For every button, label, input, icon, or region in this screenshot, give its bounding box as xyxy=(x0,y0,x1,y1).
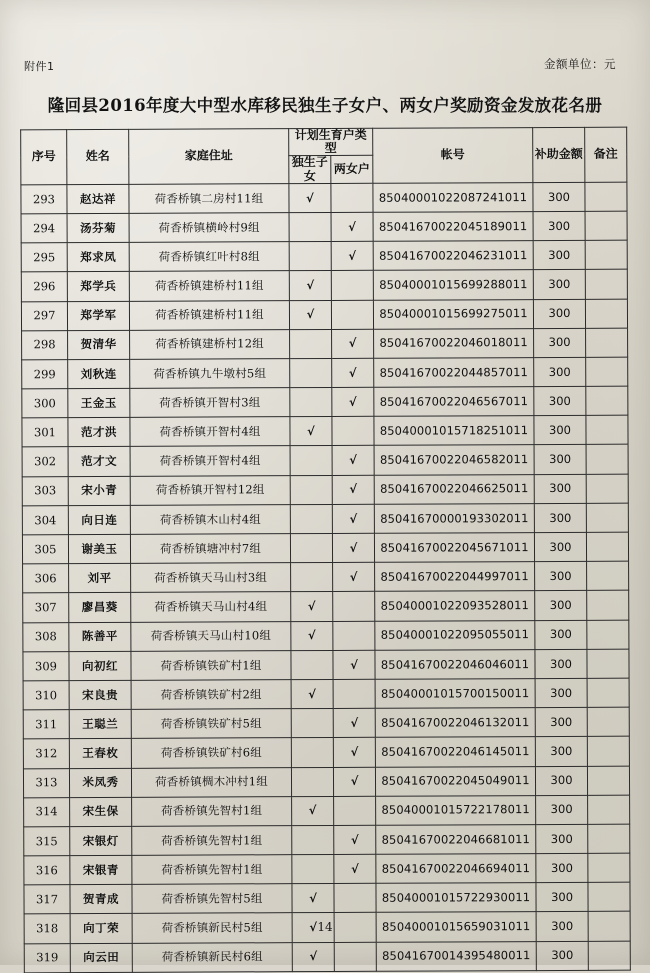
cell-name: 宋银青 xyxy=(70,855,132,884)
cell-note xyxy=(587,707,629,736)
cell-only-child: √ xyxy=(292,942,334,971)
cell-only-child xyxy=(289,242,331,271)
cell-only-child xyxy=(290,329,332,358)
cell-note xyxy=(585,182,627,211)
cell-note xyxy=(585,269,627,298)
cell-seq: 315 xyxy=(24,826,70,855)
cell-note xyxy=(587,736,629,765)
table-body xyxy=(21,182,630,973)
cell-note xyxy=(587,561,629,590)
cell-address: 荷香桥镇红叶村8组 xyxy=(129,242,289,272)
cell-name: 王春枚 xyxy=(69,739,131,768)
cell-amount: 300 xyxy=(533,240,585,269)
cell-two-girls: √ xyxy=(333,738,375,767)
cell-name: 汤芬菊 xyxy=(67,213,129,242)
table-row xyxy=(24,824,630,856)
cell-two-girls xyxy=(332,417,374,446)
cell-note xyxy=(587,678,629,707)
cell-account: 85040001015722178011 xyxy=(376,795,536,825)
cell-seq: 295 xyxy=(21,243,67,272)
cell-account: 85041670022044857011 xyxy=(374,357,534,387)
cell-amount: 300 xyxy=(533,182,585,211)
cell-amount: 300 xyxy=(534,503,586,532)
cell-account: 85041670022046132011 xyxy=(375,708,535,738)
cell-amount: 300 xyxy=(535,737,587,766)
cell-two-girls: √ xyxy=(333,767,375,796)
cell-amount: 300 xyxy=(535,678,587,707)
roster-table xyxy=(20,127,631,973)
page-number: 14 xyxy=(317,920,333,934)
cell-address: 荷香桥镇建桥村11组 xyxy=(129,300,289,330)
cell-only-child xyxy=(291,767,333,796)
cell-two-girls: √ xyxy=(332,475,374,504)
cell-address: 荷香桥镇先智村1组 xyxy=(132,855,292,885)
cell-two-girls xyxy=(333,592,375,621)
cell-address: 荷香桥镇先智村1组 xyxy=(132,826,292,856)
cell-note xyxy=(588,795,630,824)
cell-note xyxy=(586,474,628,503)
cell-note xyxy=(588,882,630,911)
cell-only-child: √ xyxy=(291,679,333,708)
table-row xyxy=(21,240,627,272)
cell-note xyxy=(586,328,628,357)
cell-note xyxy=(586,357,628,386)
cell-amount: 300 xyxy=(534,328,586,357)
table-row xyxy=(21,269,627,301)
cell-address: 荷香桥镇椆木冲村1组 xyxy=(131,767,291,797)
cell-address: 荷香桥镇开智村3组 xyxy=(130,388,290,418)
cell-name: 刘秋连 xyxy=(68,359,130,388)
cell-address: 荷香桥镇新民村6组 xyxy=(132,942,292,972)
cell-name: 向云田 xyxy=(70,943,132,972)
cell-only-child: √ xyxy=(289,300,331,329)
cell-seq: 317 xyxy=(24,885,70,914)
cell-two-girls: √ xyxy=(334,854,376,883)
cell-name: 向初红 xyxy=(69,651,131,680)
cell-seq: 306 xyxy=(23,564,69,593)
cell-address: 荷香桥镇天马山村10组 xyxy=(131,621,291,651)
table-row xyxy=(22,357,628,389)
cell-amount: 300 xyxy=(533,211,585,240)
cell-amount: 300 xyxy=(535,766,587,795)
cell-seq: 298 xyxy=(22,330,68,359)
cell-account: 85041670022044997011 xyxy=(375,562,535,592)
cell-two-girls xyxy=(331,271,373,300)
cell-note xyxy=(586,386,628,415)
cell-address: 荷香桥镇先智村5组 xyxy=(132,884,292,914)
cell-name: 范才文 xyxy=(68,447,130,476)
cell-account: 85040001015718251011 xyxy=(374,416,534,446)
cell-seq: 316 xyxy=(24,856,70,885)
cell-name: 贺青成 xyxy=(70,885,132,914)
cell-two-girls: √ xyxy=(331,241,373,270)
table-row xyxy=(23,649,629,681)
table-row xyxy=(22,474,628,506)
cell-seq: 302 xyxy=(22,447,68,476)
cell-account: 85040001022093528011 xyxy=(375,591,535,621)
table-row xyxy=(22,532,628,564)
cell-seq: 311 xyxy=(23,710,69,739)
cell-amount: 300 xyxy=(534,416,586,445)
cell-two-girls: √ xyxy=(333,708,375,737)
cell-account: 85041670014395480011 xyxy=(376,941,536,971)
cell-amount: 300 xyxy=(536,941,588,970)
cell-address: 荷香桥镇横岭村9组 xyxy=(129,213,289,243)
cell-account: 85041670022046018011 xyxy=(374,328,534,358)
cell-seq: 314 xyxy=(24,797,70,826)
cell-only-child xyxy=(291,650,333,679)
cell-seq: 304 xyxy=(22,505,68,534)
cell-two-girls xyxy=(334,796,376,825)
cell-name: 向丁荣 xyxy=(70,914,132,943)
table-row xyxy=(22,503,628,535)
table-row xyxy=(23,766,629,798)
header-seq: 序号 xyxy=(21,130,67,185)
cell-amount: 300 xyxy=(535,707,587,736)
cell-account: 85041670022045189011 xyxy=(373,212,533,242)
cell-amount: 300 xyxy=(535,620,587,649)
cell-only-child: √ xyxy=(289,271,331,300)
cell-account: 85041670000193302011 xyxy=(374,503,534,533)
cell-name: 向日连 xyxy=(68,505,130,534)
cell-note xyxy=(586,445,628,474)
cell-seq: 300 xyxy=(22,389,68,418)
cell-account: 85040001022087241011 xyxy=(373,182,533,212)
cell-only-child xyxy=(290,504,332,533)
cell-only-child xyxy=(290,446,332,475)
cell-only-child: √ xyxy=(292,884,334,913)
cell-address: 荷香桥镇铁矿村2组 xyxy=(131,680,291,710)
cell-two-girls: √ xyxy=(332,387,374,416)
cell-two-girls: √ xyxy=(332,329,374,358)
cell-account: 85041670022045671011 xyxy=(374,533,534,563)
cell-address: 荷香桥镇铁矿村6组 xyxy=(131,738,291,768)
cell-address: 荷香桥镇天马山村4组 xyxy=(131,592,291,622)
cell-name: 贺清华 xyxy=(68,330,130,359)
cell-account: 85041670022046625011 xyxy=(374,474,534,504)
cell-name: 刘平 xyxy=(69,564,131,593)
cell-two-girls xyxy=(333,621,375,650)
cell-name: 郑求凤 xyxy=(67,242,129,271)
cell-name: 宋良贵 xyxy=(69,680,131,709)
cell-name: 谢美玉 xyxy=(68,534,130,563)
cell-amount: 300 xyxy=(533,270,585,299)
cell-account: 85041670022046145011 xyxy=(375,737,535,767)
cell-name: 廖昌葵 xyxy=(69,593,131,622)
table-row xyxy=(24,795,630,827)
cell-seq: 303 xyxy=(22,476,68,505)
cell-only-child xyxy=(291,563,333,592)
cell-note xyxy=(588,941,630,970)
cell-address: 荷香桥镇二房村11组 xyxy=(129,183,289,213)
cell-address: 荷香桥镇九牛墩村5组 xyxy=(130,359,290,389)
table-row xyxy=(21,182,627,214)
table-row xyxy=(23,591,629,623)
cell-only-child xyxy=(291,709,333,738)
cell-account: 85040001015659031011 xyxy=(376,912,536,942)
cell-address: 荷香桥镇开智村4组 xyxy=(130,417,290,447)
cell-name: 陈善平 xyxy=(69,622,131,651)
cell-only-child: √ xyxy=(292,913,334,942)
cell-account: 85040001015699275011 xyxy=(373,299,533,329)
cell-two-girls: √ xyxy=(333,650,375,679)
cell-name: 王聪兰 xyxy=(69,709,131,738)
cell-two-girls xyxy=(331,300,373,329)
cell-address: 荷香桥镇铁矿村5组 xyxy=(131,709,291,739)
cell-address: 荷香桥镇建桥村12组 xyxy=(130,329,290,359)
cell-two-girls xyxy=(331,183,373,212)
cell-two-girls xyxy=(334,884,376,913)
cell-seq: 312 xyxy=(23,739,69,768)
cell-name: 郑学兵 xyxy=(67,272,129,301)
cell-note xyxy=(585,240,627,269)
cell-amount: 300 xyxy=(534,357,586,386)
cell-address: 荷香桥镇铁矿村1组 xyxy=(131,650,291,680)
cell-address: 荷香桥镇建桥村11组 xyxy=(129,271,289,301)
cell-only-child xyxy=(290,475,332,504)
cell-address: 荷香桥镇天马山村3组 xyxy=(131,563,291,593)
cell-seq: 307 xyxy=(23,593,69,622)
cell-address: 荷香桥镇开智村4组 xyxy=(130,446,290,476)
cell-amount: 300 xyxy=(534,386,586,415)
header-name: 姓名 xyxy=(67,129,129,184)
cell-account: 85041670022046046011 xyxy=(375,649,535,679)
cell-two-girls: √ xyxy=(333,562,375,591)
cell-only-child xyxy=(290,358,332,387)
cell-account: 85040001015700150011 xyxy=(375,679,535,709)
cell-amount: 300 xyxy=(533,299,585,328)
header-account: 帐号 xyxy=(373,128,533,183)
cell-address: 荷香桥镇塘冲村7组 xyxy=(130,534,290,564)
table-row xyxy=(22,386,628,418)
cell-amount: 300 xyxy=(536,883,588,912)
cell-amount: 300 xyxy=(534,445,586,474)
cell-amount: 300 xyxy=(536,824,588,853)
cell-address: 荷香桥镇新民村5组 xyxy=(132,913,292,943)
cell-seq: 305 xyxy=(22,535,68,564)
cell-two-girls xyxy=(333,679,375,708)
cell-seq: 294 xyxy=(21,214,67,243)
cell-seq: 319 xyxy=(24,943,70,972)
cell-two-girls: √ xyxy=(331,212,373,241)
amount-unit-label: 金额单位：元 xyxy=(544,57,616,71)
attachment-label: 附件1 xyxy=(24,60,55,73)
header-two-girls: 两女户 xyxy=(331,156,373,184)
cell-account: 85041670022046231011 xyxy=(373,241,533,271)
cell-two-girls: √ xyxy=(332,504,374,533)
table-row xyxy=(23,736,629,768)
table-row xyxy=(22,415,628,447)
cell-account: 85040001015699288011 xyxy=(373,270,533,300)
cell-seq: 296 xyxy=(21,272,67,301)
cell-name: 宋小青 xyxy=(68,476,130,505)
cell-amount: 300 xyxy=(536,912,588,941)
cell-two-girls xyxy=(334,942,376,971)
cell-note xyxy=(587,591,629,620)
cell-amount: 300 xyxy=(535,591,587,620)
cell-name: 郑学军 xyxy=(67,301,129,330)
cell-only-child xyxy=(292,825,334,854)
cell-two-girls: √ xyxy=(334,825,376,854)
table-row xyxy=(21,299,627,331)
cell-account: 85041670022046681011 xyxy=(376,824,536,854)
cell-only-child: √ xyxy=(289,183,331,212)
header-note: 备注 xyxy=(585,127,627,182)
cell-only-child: √ xyxy=(290,417,332,446)
cell-note xyxy=(587,620,629,649)
cell-seq: 293 xyxy=(21,184,67,213)
cell-seq: 297 xyxy=(21,301,67,330)
table-row xyxy=(24,882,630,914)
cell-account: 85040001015722930011 xyxy=(376,883,536,913)
header-plan-type: 计划生育户类型 xyxy=(289,128,373,156)
cell-account: 85041670022046567011 xyxy=(374,387,534,417)
table-row xyxy=(23,707,629,739)
cell-address: 荷香桥镇先智村1组 xyxy=(132,796,292,826)
header-subsidy: 补助金额 xyxy=(533,127,585,182)
cell-seq: 299 xyxy=(22,359,68,388)
cell-note xyxy=(586,415,628,444)
cell-amount: 300 xyxy=(535,649,587,678)
cell-amount: 300 xyxy=(536,853,588,882)
table-row xyxy=(24,941,630,973)
cell-address: 荷香桥镇木山村4组 xyxy=(130,504,290,534)
table-row xyxy=(23,620,629,652)
cell-two-girls: √ xyxy=(332,446,374,475)
cell-amount: 300 xyxy=(534,532,586,561)
cell-account: 85041670022046582011 xyxy=(374,445,534,475)
cell-seq: 301 xyxy=(22,418,68,447)
table-row xyxy=(23,561,629,593)
cell-account: 85040001022095055011 xyxy=(375,620,535,650)
cell-seq: 310 xyxy=(23,681,69,710)
cell-address: 荷香桥镇开智村12组 xyxy=(130,475,290,505)
cell-only-child xyxy=(292,855,334,884)
header-address: 家庭住址 xyxy=(129,129,289,184)
table-header xyxy=(21,127,627,184)
cell-name: 王金玉 xyxy=(68,388,130,417)
header-only-child: 独生子女 xyxy=(289,156,331,184)
cell-two-girls: √ xyxy=(332,358,374,387)
cell-name: 范才洪 xyxy=(68,418,130,447)
cell-name: 赵达祥 xyxy=(67,184,129,213)
cell-note xyxy=(585,211,627,240)
cell-note xyxy=(586,503,628,532)
cell-only-child xyxy=(289,212,331,241)
cell-seq: 308 xyxy=(23,622,69,651)
cell-name: 宋银灯 xyxy=(70,826,132,855)
cell-note xyxy=(587,649,629,678)
cell-name: 米凤秀 xyxy=(69,768,131,797)
cell-only-child xyxy=(290,533,332,562)
cell-seq: 309 xyxy=(23,651,69,680)
cell-note xyxy=(586,532,628,561)
table-row xyxy=(21,211,627,243)
cell-amount: 300 xyxy=(534,474,586,503)
roster-table-container xyxy=(20,127,630,973)
table-row xyxy=(22,445,628,477)
cell-note xyxy=(588,853,630,882)
cell-account: 85041670022045049011 xyxy=(375,766,535,796)
cell-note xyxy=(587,766,629,795)
table-row xyxy=(24,853,630,885)
cell-amount: 300 xyxy=(536,795,588,824)
cell-amount: 300 xyxy=(535,562,587,591)
cell-seq: 313 xyxy=(23,768,69,797)
cell-note xyxy=(588,824,630,853)
table-row xyxy=(23,678,629,710)
cell-name: 宋生保 xyxy=(70,797,132,826)
cell-note xyxy=(585,299,627,328)
cell-seq: 318 xyxy=(24,914,70,943)
cell-account: 85041670022046694011 xyxy=(376,854,536,884)
cell-only-child: √ xyxy=(291,592,333,621)
page-title: 隆回县2016年度大中型水库移民独生子女户、两女户奖励资金发放花名册 xyxy=(47,96,603,115)
cell-only-child: √ xyxy=(291,621,333,650)
table-row xyxy=(22,328,628,360)
cell-only-child: √ xyxy=(292,796,334,825)
cell-only-child xyxy=(291,738,333,767)
cell-only-child xyxy=(290,388,332,417)
cell-two-girls: √ xyxy=(332,533,374,562)
